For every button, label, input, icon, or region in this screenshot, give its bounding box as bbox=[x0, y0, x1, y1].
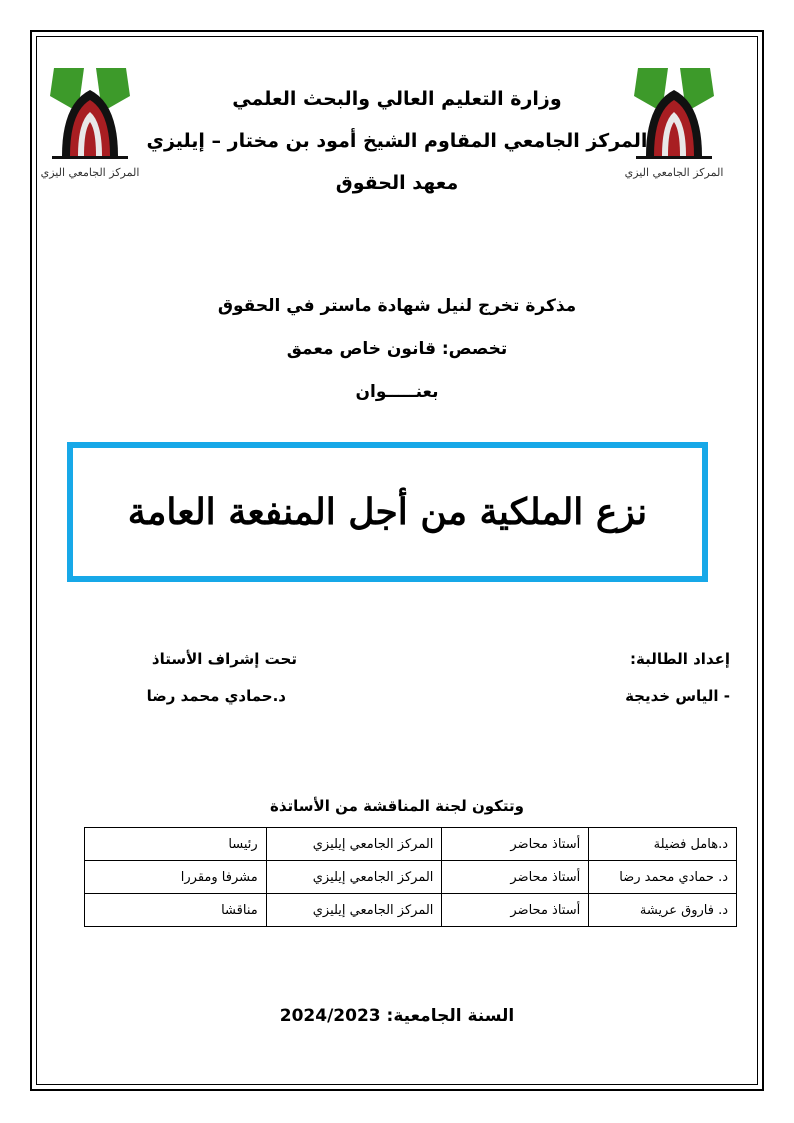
prepared-by-label: إعداد الطالبة: bbox=[630, 650, 730, 668]
member-institution: المركز الجامعي إيليزي bbox=[266, 861, 442, 894]
ministry-name: وزارة التعليم العالي والبحث العلمي bbox=[232, 88, 562, 110]
logo-caption-left: المركز الجامعي اليزي bbox=[40, 166, 140, 179]
institute-name: معهد الحقوق bbox=[335, 172, 459, 194]
logo-caption-right: المركز الجامعي اليزي bbox=[624, 166, 724, 179]
member-role: رئيسا bbox=[85, 828, 267, 861]
student-name: - الياس خديجة bbox=[625, 687, 730, 705]
member-name: د. حمادي محمد رضا bbox=[589, 861, 737, 894]
member-role: مناقشا bbox=[85, 894, 267, 927]
committee-caption: وتتكون لجنة المناقشة من الأساتذة bbox=[270, 797, 524, 815]
member-rank: أستاذ محاضر bbox=[442, 861, 589, 894]
member-name: د.هامل فضيلة bbox=[589, 828, 737, 861]
university-logo-left bbox=[40, 66, 140, 184]
member-institution: المركز الجامعي إيليزي bbox=[266, 828, 442, 861]
supervisor-name: د.حمادي محمد رضا bbox=[146, 687, 286, 705]
specialty-line: تخصص: قانون خاص معمق bbox=[286, 339, 508, 359]
member-rank: أستاذ محاضر bbox=[442, 828, 589, 861]
degree-line: مذكرة تخرج لنيل شهادة ماستر في الحقوق bbox=[217, 296, 577, 316]
thesis-title-box bbox=[67, 442, 708, 582]
member-name: د. فاروق عريشة bbox=[589, 894, 737, 927]
supervisor-label: تحت إشراف الأستاذ bbox=[151, 650, 297, 668]
member-rank: أستاذ محاضر bbox=[442, 894, 589, 927]
thesis-title: نزع الملكية من أجل المنفعة العامة bbox=[127, 491, 648, 533]
title-label: بعنـــــوان bbox=[355, 382, 439, 402]
university-center-name: المركز الجامعي المقاوم الشيخ أمود بن مختار – إيليزي bbox=[146, 130, 648, 152]
member-role: مشرفا ومقررا bbox=[85, 861, 267, 894]
table-row bbox=[85, 894, 737, 927]
table-row bbox=[85, 861, 737, 894]
committee-table bbox=[84, 827, 737, 927]
academic-year: السنة الجامعية: 2024/2023 bbox=[279, 1006, 515, 1026]
table-row bbox=[85, 828, 737, 861]
university-logo-right bbox=[624, 66, 724, 184]
member-institution: المركز الجامعي إيليزي bbox=[266, 894, 442, 927]
